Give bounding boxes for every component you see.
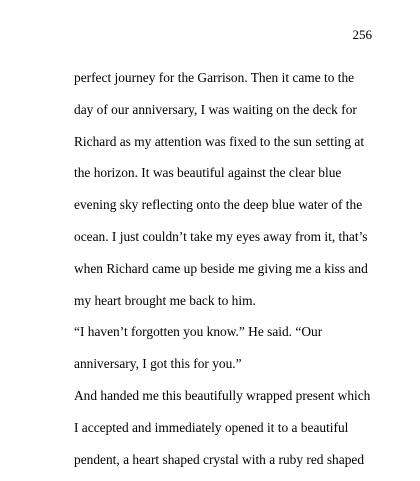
- text-line: ocean. I just couldn’t take my eyes away from it, that’s: [74, 228, 368, 244]
- text-line: when Richard came up beside me giving me a kiss and: [74, 260, 368, 276]
- text-line: the horizon. It was beautiful against the clear blue: [74, 165, 342, 181]
- text-line: anniversary, I got this for you.”: [74, 356, 242, 372]
- text-line: I accepted and immediately opened it to a beautiful: [74, 419, 349, 435]
- text-line: “I haven’t forgotten you know.” He said. “Our: [74, 324, 323, 340]
- text-line: pendent, a heart shaped crystal with a ruby red shaped: [74, 451, 365, 467]
- text-line: my heart brought me back to him.: [74, 292, 256, 308]
- text-line: perfect journey for the Garrison. Then it came to the: [74, 70, 355, 85]
- text-line: Richard as my attention was fixed to the sun setting at: [74, 133, 365, 149]
- text-line: evening sky reflecting onto the deep blue water of the: [74, 197, 363, 213]
- text-line: day of our anniversary, I was waiting on the deck for: [74, 101, 357, 117]
- text-line: And handed me this beautifully wrapped present which: [74, 387, 371, 403]
- body-text: [74, 62, 384, 475]
- page-number: 256: [352, 27, 372, 42]
